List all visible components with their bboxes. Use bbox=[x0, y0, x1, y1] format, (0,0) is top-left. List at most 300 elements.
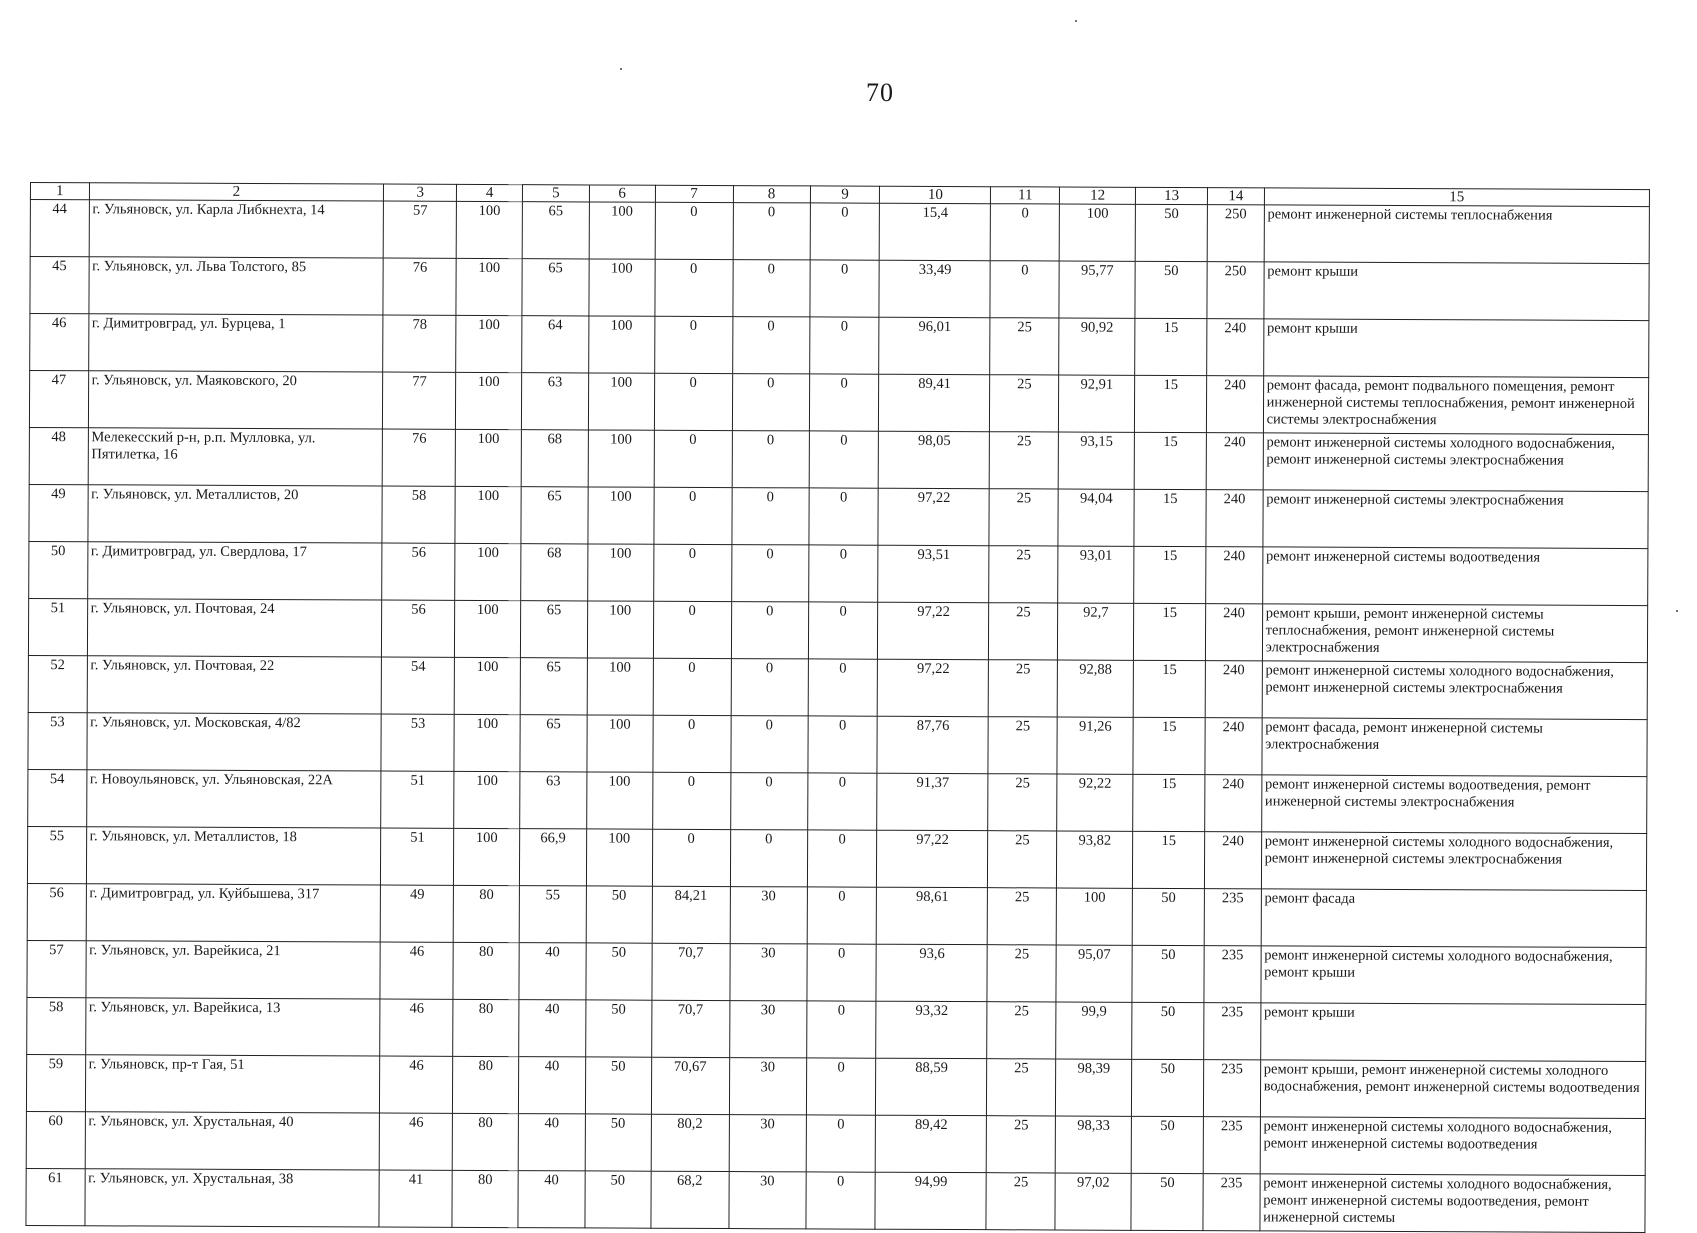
col-5-value: 66,9 bbox=[519, 829, 586, 886]
col-5-value: 65 bbox=[520, 601, 587, 658]
col-9-value: 0 bbox=[809, 374, 879, 431]
work-description: ремонт фасада bbox=[1261, 889, 1647, 948]
col-8-value: 30 bbox=[730, 887, 807, 944]
col-5-value: 63 bbox=[521, 373, 588, 430]
col-10-value: 93,32 bbox=[876, 1001, 987, 1058]
col-14-value: 240 bbox=[1205, 775, 1262, 832]
column-header-9: 9 bbox=[810, 186, 880, 203]
col-10-value: 93,6 bbox=[876, 944, 987, 1001]
address: г. Ульяновск, ул. Варейкиса, 21 bbox=[85, 941, 380, 999]
row-number: 45 bbox=[30, 257, 89, 314]
address: г. Ульяновск, ул. Хрустальная, 40 bbox=[85, 1112, 380, 1170]
col-12-value: 95,77 bbox=[1059, 261, 1135, 318]
col-3-value: 76 bbox=[383, 429, 456, 486]
col-3-value: 51 bbox=[381, 771, 454, 828]
col-7-value: 0 bbox=[654, 259, 732, 316]
row-number: 46 bbox=[30, 314, 89, 371]
col-5-value: 64 bbox=[522, 316, 589, 373]
col-5-value: 65 bbox=[520, 715, 587, 772]
col-9-value: 0 bbox=[809, 317, 879, 374]
col-13-value: 50 bbox=[1132, 1002, 1204, 1059]
col-4-value: 100 bbox=[456, 258, 522, 315]
column-header-1: 1 bbox=[30, 183, 89, 200]
column-header-7: 7 bbox=[655, 185, 733, 202]
row-number: 60 bbox=[26, 1111, 85, 1168]
row-number: 50 bbox=[29, 541, 88, 598]
col-14-value: 235 bbox=[1203, 1117, 1260, 1174]
col-8-value: 0 bbox=[730, 773, 807, 830]
col-4-value: 100 bbox=[454, 657, 520, 714]
col-3-value: 78 bbox=[383, 315, 456, 372]
col-8-value: 0 bbox=[731, 602, 808, 659]
col-8-value: 0 bbox=[732, 317, 809, 374]
col-9-value: 0 bbox=[808, 545, 878, 602]
col-10-value: 96,01 bbox=[879, 317, 990, 374]
address: г. Димитровград, ул. Бурцева, 1 bbox=[88, 314, 383, 372]
address: г. Ульяновск, ул. Хрустальная, 38 bbox=[84, 1169, 379, 1227]
scan-speck bbox=[1075, 20, 1077, 22]
col-4-value: 100 bbox=[454, 714, 520, 771]
col-10-value: 97,22 bbox=[878, 659, 989, 716]
address: г. Ульяновск, ул. Московская, 4/82 bbox=[86, 713, 381, 771]
col-11-value: 25 bbox=[989, 489, 1058, 546]
col-4-value: 80 bbox=[453, 942, 519, 999]
address: г. Ульяновск, ул. Металлистов, 18 bbox=[86, 827, 381, 885]
col-3-value: 53 bbox=[381, 714, 454, 771]
col-7-value: 0 bbox=[652, 772, 730, 829]
scan-speck bbox=[1676, 610, 1678, 612]
col-14-value: 240 bbox=[1206, 490, 1263, 547]
column-header-14: 14 bbox=[1208, 188, 1265, 205]
col-12-value: 98,39 bbox=[1056, 1059, 1132, 1116]
col-14-value: 235 bbox=[1204, 946, 1261, 1003]
address: г. Димитровград, ул. Свердлова, 17 bbox=[87, 542, 382, 600]
col-7-value: 0 bbox=[653, 601, 731, 658]
col-13-value: 50 bbox=[1132, 1059, 1204, 1116]
col-14-value: 235 bbox=[1204, 1003, 1261, 1060]
row-number: 58 bbox=[27, 997, 86, 1054]
col-13-value: 15 bbox=[1133, 660, 1205, 717]
table-row bbox=[30, 314, 1649, 378]
col-13-value: 15 bbox=[1135, 375, 1207, 432]
col-5-value: 68 bbox=[521, 430, 588, 487]
col-8-value: 0 bbox=[733, 203, 810, 260]
col-12-value: 90,92 bbox=[1059, 318, 1135, 375]
col-14-value: 240 bbox=[1206, 604, 1263, 661]
col-14-value: 240 bbox=[1206, 547, 1263, 604]
col-10-value: 97,22 bbox=[877, 830, 988, 887]
col-12-value: 99,9 bbox=[1056, 1002, 1132, 1059]
col-3-value: 56 bbox=[382, 600, 455, 657]
col-12-value: 91,26 bbox=[1057, 717, 1133, 774]
col-8-value: 30 bbox=[729, 1115, 806, 1172]
col-6-value: 100 bbox=[589, 259, 655, 316]
col-6-value: 100 bbox=[588, 316, 654, 373]
row-number: 48 bbox=[29, 427, 88, 484]
col-8-value: 30 bbox=[729, 1172, 806, 1229]
work-description: ремонт инженерной системы холодного водоснабжения, ремонт инженерной системы электроснабжения bbox=[1263, 433, 1649, 492]
col-11-value: 25 bbox=[987, 1059, 1056, 1116]
col-5-value: 40 bbox=[519, 1000, 586, 1057]
col-13-value: 50 bbox=[1132, 945, 1204, 1002]
table-row bbox=[26, 1168, 1645, 1232]
col-6-value: 50 bbox=[585, 1114, 651, 1171]
col-11-value: 25 bbox=[989, 603, 1058, 660]
col-12-value: 97,02 bbox=[1055, 1173, 1131, 1230]
col-9-value: 0 bbox=[806, 1058, 876, 1115]
col-12-value: 92,7 bbox=[1058, 603, 1134, 660]
col-10-value: 98,61 bbox=[877, 887, 988, 944]
col-10-value: 87,76 bbox=[877, 716, 988, 773]
col-7-value: 0 bbox=[653, 544, 731, 601]
col-6-value: 100 bbox=[587, 544, 653, 601]
col-12-value: 100 bbox=[1056, 888, 1132, 945]
col-10-value: 33,49 bbox=[879, 260, 990, 317]
col-11-value: 25 bbox=[986, 1173, 1055, 1230]
col-13-value: 50 bbox=[1135, 204, 1207, 261]
col-6-value: 50 bbox=[586, 943, 652, 1000]
address: г. Димитровград, ул. Куйбышева, 317 bbox=[86, 884, 381, 942]
col-14-value: 240 bbox=[1206, 433, 1263, 490]
col-9-value: 0 bbox=[807, 887, 877, 944]
column-header-2: 2 bbox=[89, 183, 384, 201]
col-10-value: 88,59 bbox=[876, 1058, 987, 1115]
col-12-value: 92,88 bbox=[1057, 660, 1133, 717]
col-11-value: 25 bbox=[987, 1002, 1056, 1059]
col-7-value: 70,7 bbox=[651, 943, 729, 1000]
col-5-value: 40 bbox=[519, 943, 586, 1000]
col-6-value: 100 bbox=[589, 202, 655, 259]
col-13-value: 15 bbox=[1134, 603, 1206, 660]
col-9-value: 0 bbox=[810, 260, 880, 317]
address: г. Ульяновск, ул. Почтовая, 22 bbox=[87, 656, 382, 714]
col-6-value: 100 bbox=[587, 658, 653, 715]
work-description: ремонт фасада, ремонт подвального помещения, ремонт инженерной системы теплоснабжения, ремонт инженерной системы электроснабжения bbox=[1263, 376, 1649, 435]
col-13-value: 50 bbox=[1135, 261, 1207, 318]
col-8-value: 30 bbox=[730, 944, 807, 1001]
col-4-value: 100 bbox=[454, 828, 520, 885]
col-6-value: 100 bbox=[587, 601, 653, 658]
col-6-value: 100 bbox=[586, 829, 652, 886]
col-3-value: 41 bbox=[379, 1170, 452, 1227]
col-6-value: 50 bbox=[585, 1000, 651, 1057]
col-3-value: 58 bbox=[382, 486, 455, 543]
col-3-value: 49 bbox=[381, 885, 454, 942]
col-11-value: 25 bbox=[990, 432, 1059, 489]
table-row bbox=[27, 997, 1646, 1061]
work-description: ремонт инженерной системы электроснабжения bbox=[1263, 490, 1649, 549]
column-header-3: 3 bbox=[384, 184, 457, 201]
row-number: 44 bbox=[30, 200, 89, 257]
col-10-value: 97,22 bbox=[878, 488, 989, 545]
col-3-value: 46 bbox=[380, 999, 453, 1056]
table-row bbox=[26, 1111, 1645, 1175]
row-number: 61 bbox=[26, 1168, 85, 1225]
col-8-value: 30 bbox=[729, 1001, 806, 1058]
col-4-value: 100 bbox=[455, 429, 521, 486]
address: г. Ульяновск, ул. Льва Толстого, 85 bbox=[88, 257, 383, 315]
col-9-value: 0 bbox=[806, 1172, 876, 1229]
col-6-value: 100 bbox=[587, 715, 653, 772]
col-12-value: 98,33 bbox=[1055, 1116, 1131, 1173]
col-4-value: 100 bbox=[455, 543, 521, 600]
table-row bbox=[27, 940, 1646, 1004]
col-13-value: 50 bbox=[1132, 888, 1204, 945]
col-12-value: 93,01 bbox=[1058, 546, 1134, 603]
col-3-value: 56 bbox=[382, 543, 455, 600]
col-7-value: 0 bbox=[652, 829, 730, 886]
col-13-value: 15 bbox=[1134, 546, 1206, 603]
table-row bbox=[27, 826, 1646, 890]
col-4-value: 100 bbox=[455, 600, 521, 657]
work-description: ремонт крыши, ремонт инженерной системы теплоснабжения, ремонт инженерной системы электроснабжения bbox=[1262, 604, 1648, 663]
column-header-13: 13 bbox=[1136, 187, 1208, 204]
col-7-value: 68,2 bbox=[650, 1171, 728, 1228]
col-7-value: 70,7 bbox=[651, 1000, 729, 1057]
col-3-value: 51 bbox=[381, 828, 454, 885]
col-4-value: 80 bbox=[453, 999, 519, 1056]
work-description: ремонт крыши bbox=[1264, 262, 1650, 321]
column-header-5: 5 bbox=[522, 185, 589, 202]
col-5-value: 40 bbox=[518, 1171, 585, 1228]
col-6-value: 50 bbox=[585, 1057, 651, 1114]
col-12-value: 95,07 bbox=[1056, 945, 1132, 1002]
work-description: ремонт крыши, ремонт инженерной системы холодного водоснабжения, ремонт инженерной системы водоотведения bbox=[1260, 1060, 1646, 1119]
col-13-value: 15 bbox=[1133, 774, 1205, 831]
col-9-value: 0 bbox=[808, 602, 878, 659]
address: г. Ульяновск, пр-т Гая, 51 bbox=[85, 1055, 380, 1113]
col-8-value: 0 bbox=[730, 830, 807, 887]
address: г. Ульяновск, ул. Карла Либкнехта, 14 bbox=[89, 200, 384, 258]
address: г. Ульяновск, ул. Варейкиса, 13 bbox=[85, 998, 380, 1056]
col-11-value: 25 bbox=[988, 717, 1057, 774]
row-number: 57 bbox=[27, 940, 86, 997]
row-number: 47 bbox=[29, 371, 88, 428]
work-description: ремонт инженерной системы холодного водоснабжения, ремонт инженерной системы электроснабжения bbox=[1261, 832, 1647, 891]
column-header-4: 4 bbox=[457, 184, 523, 201]
address: г. Ульяновск, ул. Почтовая, 24 bbox=[87, 599, 382, 657]
col-4-value: 80 bbox=[453, 885, 519, 942]
row-number: 53 bbox=[28, 712, 87, 769]
col-10-value: 89,41 bbox=[879, 374, 990, 431]
col-9-value: 0 bbox=[808, 716, 878, 773]
col-9-value: 0 bbox=[807, 830, 877, 887]
col-10-value: 93,51 bbox=[878, 545, 989, 602]
col-7-value: 0 bbox=[654, 316, 732, 373]
col-8-value: 0 bbox=[733, 260, 810, 317]
page-number: 70 bbox=[866, 78, 894, 107]
col-9-value: 0 bbox=[806, 1115, 876, 1172]
col-10-value: 91,37 bbox=[877, 773, 988, 830]
table-row bbox=[26, 1054, 1645, 1118]
scan-speck bbox=[620, 68, 622, 70]
repair-register-table bbox=[25, 182, 1650, 1233]
col-4-value: 80 bbox=[452, 1170, 518, 1227]
work-description: ремонт фасада, ремонт инженерной системы электроснабжения bbox=[1262, 718, 1648, 777]
col-9-value: 0 bbox=[806, 1001, 876, 1058]
col-4-value: 100 bbox=[454, 771, 520, 828]
col-7-value: 0 bbox=[653, 487, 731, 544]
col-14-value: 250 bbox=[1207, 205, 1264, 262]
col-10-value: 98,05 bbox=[879, 431, 990, 488]
col-4-value: 100 bbox=[456, 372, 522, 429]
col-13-value: 15 bbox=[1133, 717, 1205, 774]
table-row bbox=[28, 769, 1647, 833]
col-11-value: 0 bbox=[991, 204, 1060, 261]
col-11-value: 25 bbox=[988, 831, 1057, 888]
col-3-value: 77 bbox=[383, 372, 456, 429]
col-10-value: 97,22 bbox=[878, 602, 989, 659]
work-description: ремонт инженерной системы холодного водоснабжения, ремонт инженерной системы электроснабжения bbox=[1262, 661, 1648, 720]
table-row bbox=[28, 598, 1647, 662]
table-row bbox=[28, 712, 1647, 776]
column-header-15: 15 bbox=[1264, 188, 1649, 207]
column-header-12: 12 bbox=[1060, 187, 1136, 204]
table-row bbox=[30, 257, 1649, 321]
address: Мелекесский р-н, р.п. Мулловка, ул. Пятилетка, 16 bbox=[88, 428, 383, 486]
column-header-10: 10 bbox=[880, 186, 991, 203]
col-9-value: 0 bbox=[810, 203, 880, 260]
col-9-value: 0 bbox=[808, 659, 878, 716]
col-3-value: 46 bbox=[380, 1056, 453, 1113]
col-4-value: 80 bbox=[452, 1113, 518, 1170]
col-4-value: 100 bbox=[456, 201, 522, 258]
col-6-value: 100 bbox=[586, 772, 652, 829]
row-number: 51 bbox=[28, 598, 87, 655]
col-10-value: 89,42 bbox=[876, 1115, 987, 1172]
col-3-value: 46 bbox=[380, 1113, 453, 1170]
table-row bbox=[28, 655, 1647, 719]
col-5-value: 65 bbox=[522, 202, 589, 259]
col-7-value: 0 bbox=[655, 202, 733, 259]
col-8-value: 0 bbox=[732, 431, 809, 488]
row-number: 55 bbox=[27, 826, 86, 883]
col-13-value: 15 bbox=[1135, 318, 1207, 375]
table-row bbox=[29, 371, 1648, 435]
col-7-value: 0 bbox=[654, 430, 732, 487]
col-10-value: 94,99 bbox=[875, 1172, 986, 1229]
work-description: ремонт крыши bbox=[1263, 319, 1649, 378]
col-10-value: 15,4 bbox=[880, 203, 991, 260]
col-12-value: 93,82 bbox=[1057, 831, 1133, 888]
col-4-value: 80 bbox=[453, 1056, 519, 1113]
address: г. Ульяновск, ул. Маяковского, 20 bbox=[88, 371, 383, 429]
col-13-value: 15 bbox=[1134, 489, 1206, 546]
table-row bbox=[29, 541, 1648, 605]
col-11-value: 25 bbox=[987, 1116, 1056, 1173]
col-11-value: 0 bbox=[990, 261, 1059, 318]
address: г. Новоульяновск, ул. Ульяновская, 22А bbox=[86, 770, 381, 828]
col-3-value: 76 bbox=[383, 258, 456, 315]
col-6-value: 50 bbox=[585, 1171, 651, 1228]
col-5-value: 55 bbox=[519, 886, 586, 943]
col-12-value: 94,04 bbox=[1058, 489, 1134, 546]
col-11-value: 25 bbox=[989, 660, 1058, 717]
col-8-value: 0 bbox=[732, 488, 809, 545]
col-11-value: 25 bbox=[990, 375, 1059, 432]
col-14-value: 235 bbox=[1204, 889, 1261, 946]
col-12-value: 92,91 bbox=[1059, 375, 1135, 432]
work-description: ремонт инженерной системы водоотведения, ремонт инженерной системы электроснабжения bbox=[1261, 775, 1647, 834]
table-body bbox=[26, 200, 1649, 1233]
col-6-value: 100 bbox=[588, 430, 654, 487]
col-9-value: 0 bbox=[809, 488, 879, 545]
col-12-value: 93,15 bbox=[1058, 432, 1134, 489]
row-number: 54 bbox=[28, 769, 87, 826]
col-6-value: 100 bbox=[588, 373, 654, 430]
row-number: 59 bbox=[26, 1054, 85, 1111]
column-header-11: 11 bbox=[991, 187, 1060, 204]
col-8-value: 0 bbox=[731, 545, 808, 602]
col-5-value: 65 bbox=[522, 259, 589, 316]
col-14-value: 240 bbox=[1207, 319, 1264, 376]
column-header-8: 8 bbox=[733, 186, 810, 203]
col-9-value: 0 bbox=[809, 431, 879, 488]
col-7-value: 0 bbox=[653, 658, 731, 715]
table-row bbox=[29, 484, 1648, 548]
col-11-value: 25 bbox=[989, 546, 1058, 603]
col-14-value: 240 bbox=[1205, 661, 1262, 718]
work-description: ремонт инженерной системы холодного водоснабжения, ремонт инженерной системы водоотведения bbox=[1260, 1117, 1646, 1176]
col-13-value: 15 bbox=[1133, 831, 1205, 888]
work-description: ремонт инженерной системы холодного водоснабжения, ремонт крыши bbox=[1261, 946, 1647, 1005]
table-row bbox=[29, 427, 1648, 491]
col-13-value: 50 bbox=[1131, 1116, 1203, 1173]
col-7-value: 70,67 bbox=[651, 1057, 729, 1114]
col-14-value: 240 bbox=[1207, 376, 1264, 433]
col-3-value: 57 bbox=[384, 201, 457, 258]
work-description: ремонт инженерной системы теплоснабжения bbox=[1264, 205, 1650, 264]
col-8-value: 0 bbox=[731, 659, 808, 716]
col-6-value: 100 bbox=[588, 487, 654, 544]
col-11-value: 25 bbox=[987, 945, 1056, 1002]
row-number: 56 bbox=[27, 883, 86, 940]
col-12-value: 92,22 bbox=[1057, 774, 1133, 831]
work-description: ремонт инженерной системы холодного водоснабжения, ремонт инженерной системы водоотведения, ремонт инженерной системы bbox=[1260, 1174, 1646, 1233]
col-13-value: 15 bbox=[1134, 432, 1206, 489]
col-3-value: 46 bbox=[380, 942, 453, 999]
col-11-value: 25 bbox=[990, 318, 1059, 375]
col-5-value: 40 bbox=[518, 1057, 585, 1114]
col-5-value: 65 bbox=[521, 487, 588, 544]
col-11-value: 25 bbox=[988, 888, 1057, 945]
column-header-6: 6 bbox=[589, 185, 655, 202]
table-row bbox=[27, 883, 1646, 947]
work-description: ремонт крыши bbox=[1260, 1003, 1646, 1062]
col-12-value: 100 bbox=[1059, 204, 1135, 261]
col-14-value: 240 bbox=[1205, 832, 1262, 889]
col-7-value: 80,2 bbox=[651, 1114, 729, 1171]
col-7-value: 0 bbox=[652, 715, 730, 772]
col-8-value: 30 bbox=[729, 1058, 806, 1115]
col-7-value: 0 bbox=[654, 373, 732, 430]
address: г. Ульяновск, ул. Металлистов, 20 bbox=[87, 485, 382, 543]
row-number: 52 bbox=[28, 655, 87, 712]
work-description: ремонт инженерной системы водоотведения bbox=[1262, 547, 1648, 606]
col-6-value: 50 bbox=[586, 886, 652, 943]
col-13-value: 50 bbox=[1131, 1173, 1203, 1230]
col-11-value: 25 bbox=[988, 774, 1057, 831]
col-5-value: 63 bbox=[520, 772, 587, 829]
col-5-value: 65 bbox=[520, 658, 587, 715]
col-14-value: 235 bbox=[1204, 1060, 1261, 1117]
col-8-value: 0 bbox=[732, 374, 809, 431]
col-9-value: 0 bbox=[807, 773, 877, 830]
col-14-value: 240 bbox=[1205, 718, 1262, 775]
col-5-value: 68 bbox=[521, 544, 588, 601]
col-3-value: 54 bbox=[382, 657, 455, 714]
col-4-value: 100 bbox=[455, 486, 521, 543]
